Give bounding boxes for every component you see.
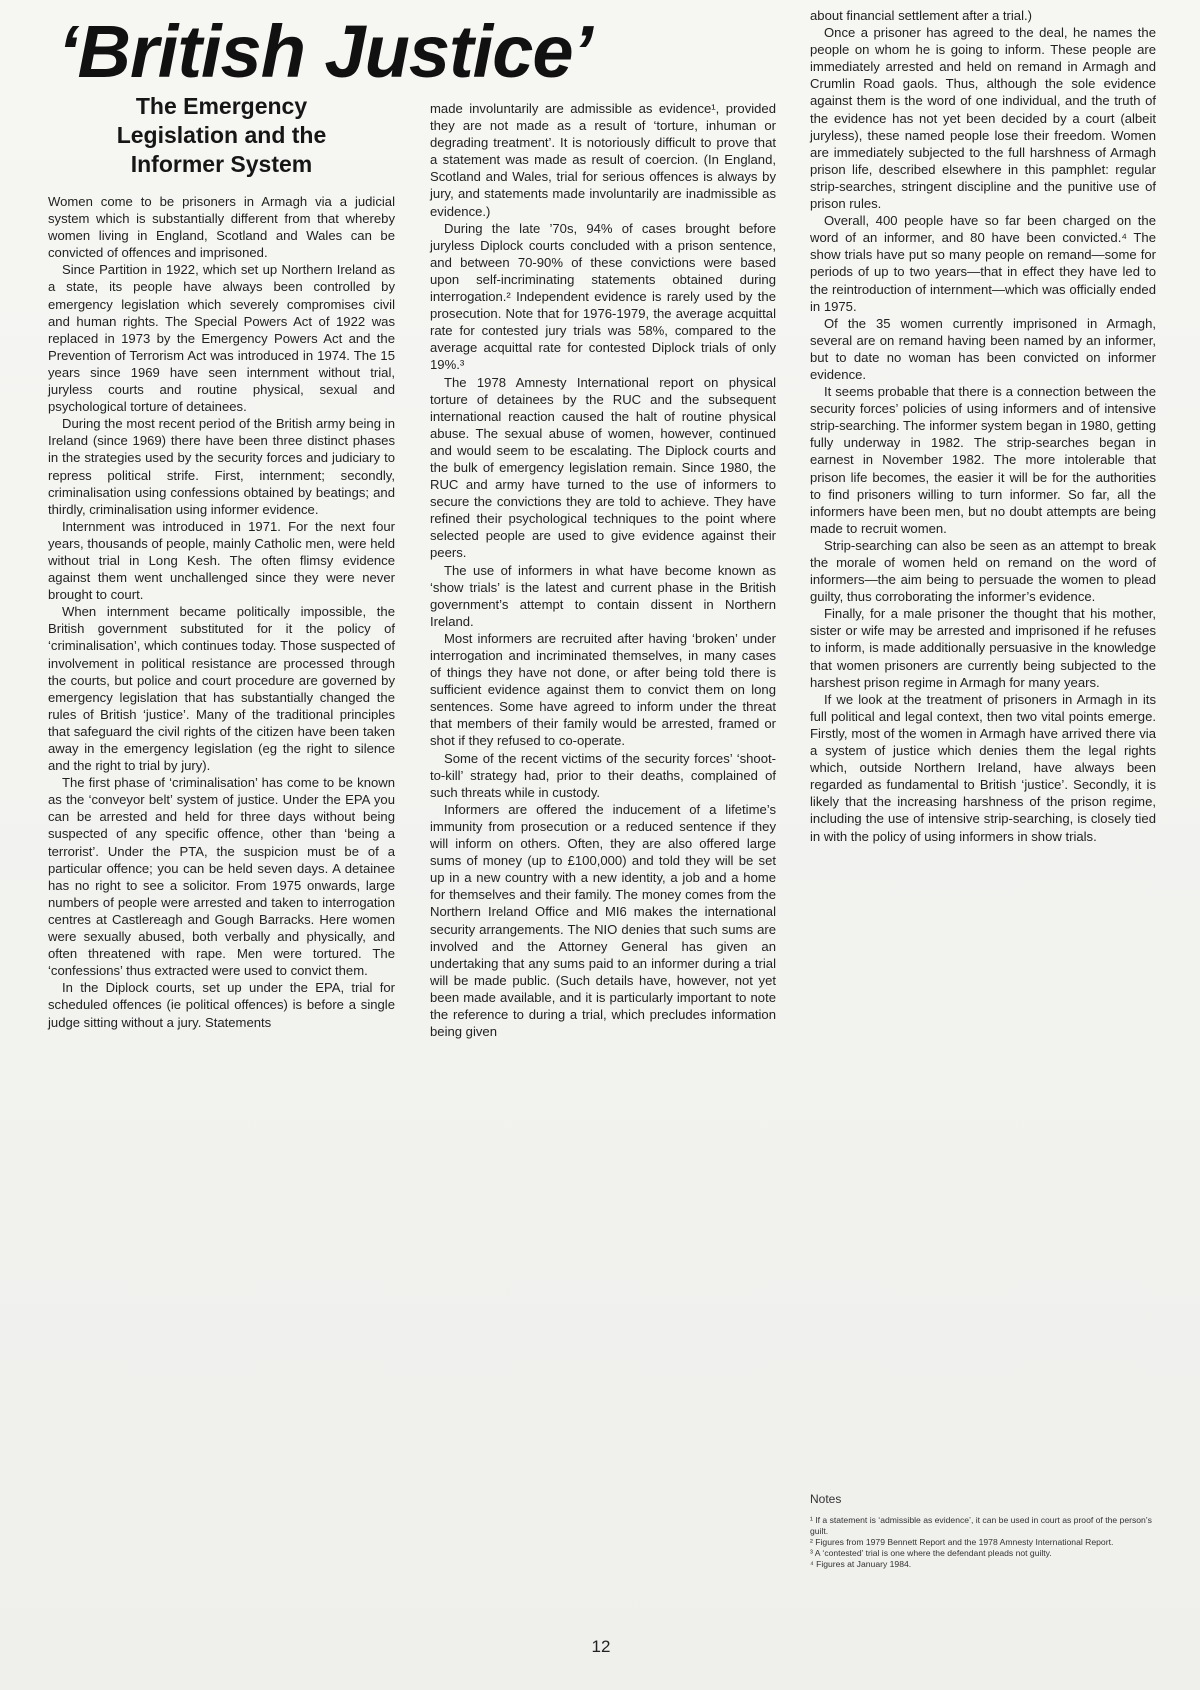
paragraph: It seems probable that there is a connection between the security forces’ policies of using informers and of intensive strip-searching. The informer system began in 1980, getting fully underway in 1982. The strip-searches began in earnest in November 1982. The more intolerable that prison life becomes, the easier it will be for the authorities to find prisoners willing to turn informer. So far, all the informers have been men, but no doubt attempts are being made to recruit women. [810, 384, 1156, 536]
paragraph: Overall, 400 people have so far been charged on the word of an informer, and 80 have been convicted.⁴ The show trials have put so many people on remand—some for periods of up to two years—that in effect they have led to the reintroduction of internment—which was officially ended in 1975. [810, 213, 1156, 314]
column-1 [48, 92, 395, 1031]
paragraph: When internment became politically impossible, the British government substituted for it the policy of ‘criminalisation’, which continues today. Those suspected of involvement in political resistance are processed through the courts, but police and court procedure are governed by emergency legislation that has substantially changed the rules of British ‘justice’. Many of the traditional principles that safeguard the civil rights of the citizen have been taken away in the emergency legislation (eg the right to silence and the right to trial by jury). [48, 604, 395, 774]
paragraph: During the most recent period of the British army being in Ireland (since 1969) there have been three distinct phases in the strategies used by the security forces and judiciary to repress political strife. First, internment; secondly, criminalisation using confessions obtained by beatings; and thirdly, criminalisation using informer evidence. [48, 416, 395, 517]
paragraph: The use of informers in what have become known as ‘show trials’ is the latest and current phase in the British government’s attempt to contain dissent in Northern Ireland. [430, 562, 776, 629]
article-subtitle [48, 92, 395, 179]
paragraph: In the Diplock courts, set up under the EPA, trial for scheduled offences (ie political offences) is before a single judge sitting without a jury. Statements [48, 980, 395, 1030]
footnote: ¹ If a statement is ‘admissible as evidence’, it can be used in court as proof of the person’s guilt. [810, 1515, 1152, 1536]
paragraph: Some of the recent victims of the security forces’ ‘shoot-to-kill’ strategy had, prior to their deaths, complained of such threats while in custody. [430, 750, 776, 800]
subtitle-line: Legislation and the [116, 122, 327, 148]
footnote: ² Figures from 1979 Bennett Report and the 1978 Amnesty International Report. [810, 1537, 1114, 1547]
paragraph: made involuntarily are admissible as evidence¹, provided they are not made as a result of ‘torture, inhuman or degrading treatment’. It is notoriously difficult to prove that a statement was made as result of coercion. (In England, Scotland and Wales, trial for serious offences is always by jury, and statements made involuntarily are inadmissible as evidence.) [430, 101, 776, 219]
paragraph: If we look at the treatment of prisoners in Armagh in its full political and legal context, then two vital points emerge. Firstly, most of the women in Armagh have arrived there via a system of justice which denies them the legal rights which, outside Northern Ireland, have always been regarded as fundamental to British ‘justice’. Secondly, it is likely that the increasing harshness of the prison regime, including the use of intensive strip-searching, is closely tied in with the policy of using informers in show trials. [810, 691, 1156, 844]
footnote: ³ A ‘contested’ trial is one where the defendant pleads not guilty. [810, 1548, 1052, 1558]
paragraph: During the late ’70s, 94% of cases brought before juryless Diplock courts concluded with a prison sentence, and between 70-90% of these convictions were based upon self-incriminating statements obtained during interrogation.² Independent evidence is rarely used by the prosecution. Note that for 1976-1979, the average acquittal rate for contested jury trials was 58%, compared to the average acquittal rate for contested Diplock trials of only 19%.³ [430, 220, 776, 373]
paragraph: Most informers are recruited after having ‘broken’ under interrogation and incriminated themselves, in many cases of things they have not done, or after being told there is sufficient evidence against them to convict them on long sentences. Some have agreed to inform under the threat that members of their family would be arrested, framed or shot if they refused to co-operate. [430, 630, 776, 749]
paragraph: Since Partition in 1922, which set up Northern Ireland as a state, its people have always been controlled by emergency legislation which severely compromises civil and human rights. The Special Powers Act of 1922 was replaced in 1973 by the Emergency Powers Act and the Prevention of Terrorism Act was introduced in 1974. The 15 years since 1969 have seen internment without trial, juryless courts and routine physical, sexual and psychological torture of detainees. [48, 262, 395, 415]
column-3 [810, 7, 1156, 845]
paragraph: Once a prisoner has agreed to the deal, he names the people on whom he is going to inform. These people are immediately arrested and held on remand in Armagh and Crumlin Road gaols. Thus, although the sole evidence against them is the word of one individual, and the truth of the evidence has not yet been decided by a court (albeit juryless), these named people lose their freedom. Women are immediately subjected to the full harshness of Armagh prison life, described elsewhere in this pamphlet: regular strip-searches, stringent discipline and the punitive use of prison rules. [810, 25, 1156, 212]
notes-heading: Notes [810, 1492, 842, 1506]
paragraph: Internment was introduced in 1971. For the next four years, thousands of people, mainly Catholic men, were held without trial in Long Kesh. The often flimsy evidence against them went unchallenged since they were never brought to court. [48, 518, 395, 603]
page-number: 12 [591, 1637, 611, 1656]
paragraph: Of the 35 women currently imprisoned in Armagh, several are on remand having been named by an informer, but to date no woman has been convicted on informer evidence. [810, 315, 1156, 382]
footnote: ⁴ Figures at January 1984. [810, 1559, 912, 1569]
paragraph: Finally, for a male prisoner the thought that his mother, sister or wife may be arrested and imprisoned if he refuses to inform, is made additionally persuasive in the knowledge that women prisoners are currently being subjected to the harshest prison regime in Armagh for many years. [810, 606, 1156, 690]
paragraph: Informers are offered the inducement of a lifetime’s immunity from prosecution or a reduced sentence if they will inform on others. Often, they are also offered large sums of money (up to £100,000) and told they will be set up in a new country with a new identity, a job and a home for themselves and their family. The money comes from the Northern Ireland Office and MI6 makes the international security arrangements. The NIO denies that such sums are involved and the Attorney General has given an undertaking that any sums paid to an informer during a trial will be made public. (Such details have, however, not yet been made available, and it is particularly important to note the reference to during a trial, which precludes information being given [430, 801, 776, 1040]
subtitle-line: The Emergency [135, 93, 308, 119]
paragraph: Strip-searching can also be seen as an attempt to break the morale of women held on remand on the word of informers—the aim being to persuade the women to plead guilty, thus corroborating the informer’s evidence. [810, 537, 1156, 605]
paragraph: Women come to be prisoners in Armagh via a judicial system which is substantially different from that whereby women living in England, Scotland and Wales can be convicted of offences and imprisoned. [48, 194, 395, 261]
paragraph: The first phase of ‘criminalisation’ has come to be known as the ‘conveyor belt’ system of justice. Under the EPA you can be arrested and held for three days without being suspected of any specific offence, other than ‘being a terrorist’. Under the PTA, the suspicion must be of a particular offence; you can be held seven days. A detainee has no right to see a solicitor. From 1975 onwards, large numbers of people were arrested and taken to interrogation centres at Castlereagh and Gough Barracks. Here women were sexually abused, both verbally and physically, and often threatened with rape. Men were tortured. The ‘confessions’ thus extracted were used to convict them. [48, 775, 395, 979]
subtitle-line: Informer System [130, 151, 313, 177]
paragraph: about financial settlement after a trial.) [810, 8, 1032, 23]
notes-section [810, 1491, 1156, 1570]
paragraph: The 1978 Amnesty International report on physical torture of detainees by the RUC and the subsequent international reaction caused the halt of routine physical abuse. The sexual abuse of women, however, continued and would seem to be escalating. The Diplock courts and the bulk of emergency legislation remain. Since 1980, the RUC and army have turned to the use of informers to secure the convictions they are told to achieve. They have refined their psychological techniques to the point where selected people are used to give evidence against their peers. [430, 374, 776, 561]
column-2 [430, 100, 776, 1040]
page-title: ‘British Justice’ [58, 10, 593, 93]
